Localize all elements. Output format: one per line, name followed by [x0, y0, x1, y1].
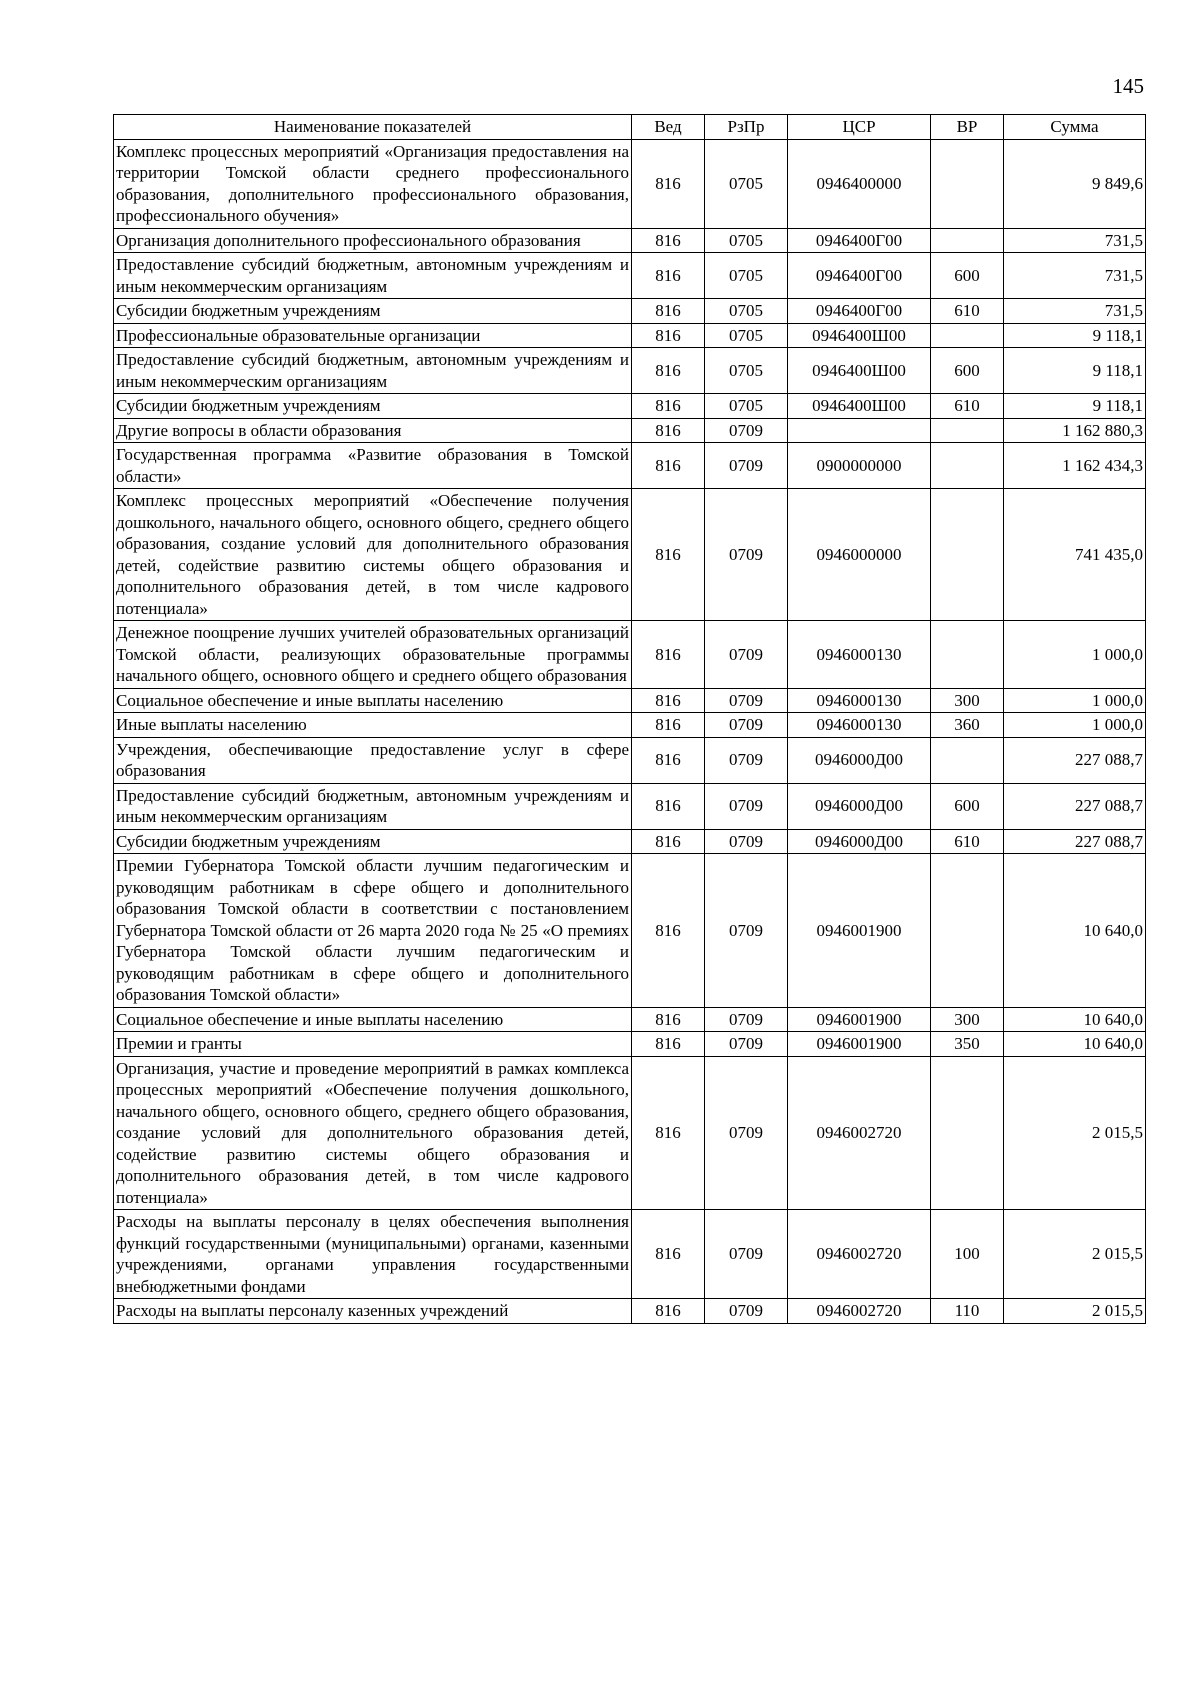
row-csr: 0946002720	[788, 1056, 931, 1210]
row-ved: 816	[632, 323, 705, 348]
row-rzpr: 0709	[705, 854, 788, 1008]
row-csr: 0946400Ш00	[788, 348, 931, 394]
row-vr	[931, 443, 1004, 489]
row-csr: 0946400Г00	[788, 253, 931, 299]
row-ved: 816	[632, 737, 705, 783]
row-vr: 610	[931, 829, 1004, 854]
row-csr: 0946000130	[788, 688, 931, 713]
row-rzpr: 0705	[705, 394, 788, 419]
row-rzpr: 0705	[705, 299, 788, 324]
row-sum: 741 435,0	[1004, 489, 1146, 621]
row-sum: 10 640,0	[1004, 854, 1146, 1008]
row-rzpr: 0709	[705, 737, 788, 783]
row-name: Предоставление субсидий бюджетным, автономным учреждениям и иным некоммерческим организациям	[114, 348, 632, 394]
header-vr: ВР	[931, 115, 1004, 140]
row-csr: 0900000000	[788, 443, 931, 489]
row-name: Предоставление субсидий бюджетным, автономным учреждениям и иным некоммерческим организациям	[114, 783, 632, 829]
table-row	[114, 394, 1146, 419]
row-rzpr: 0709	[705, 713, 788, 738]
row-vr	[931, 139, 1004, 228]
row-sum: 10 640,0	[1004, 1007, 1146, 1032]
row-csr	[788, 418, 931, 443]
row-name: Организация, участие и проведение мероприятий в рамках комплекса процессных мероприятий «Обеспечение получения дошкольного, начального общего, основного общего, среднего общего образования, создание условий для дополнительного образования детей, содействие развитию системы общего образования и дополнительного образования детей, в том числе кадрового потенциала»	[114, 1056, 632, 1210]
row-sum: 9 118,1	[1004, 348, 1146, 394]
row-rzpr: 0705	[705, 253, 788, 299]
row-vr	[931, 323, 1004, 348]
table-row	[114, 1032, 1146, 1057]
row-csr: 0946000000	[788, 489, 931, 621]
row-csr: 0946000130	[788, 713, 931, 738]
row-sum: 1 000,0	[1004, 688, 1146, 713]
row-name: Организация дополнительного профессионального образования	[114, 228, 632, 253]
page-number: 145	[1112, 74, 1144, 98]
row-csr: 0946400Г00	[788, 299, 931, 324]
row-ved: 816	[632, 1056, 705, 1210]
row-csr: 0946001900	[788, 1032, 931, 1057]
table-body	[114, 139, 1146, 1323]
row-ved: 816	[632, 299, 705, 324]
row-rzpr: 0705	[705, 139, 788, 228]
row-vr: 300	[931, 1007, 1004, 1032]
table-row	[114, 489, 1146, 621]
row-sum: 2 015,5	[1004, 1056, 1146, 1210]
row-ved: 816	[632, 621, 705, 689]
row-ved: 816	[632, 688, 705, 713]
row-vr: 600	[931, 783, 1004, 829]
row-sum: 731,5	[1004, 253, 1146, 299]
row-ved: 816	[632, 228, 705, 253]
table-row	[114, 1007, 1146, 1032]
row-ved: 816	[632, 418, 705, 443]
row-vr	[931, 228, 1004, 253]
row-name: Социальное обеспечение и иные выплаты населению	[114, 688, 632, 713]
row-csr: 0946000Д00	[788, 737, 931, 783]
row-ved: 816	[632, 713, 705, 738]
row-rzpr: 0709	[705, 1007, 788, 1032]
row-name: Субсидии бюджетным учреждениям	[114, 394, 632, 419]
table-row	[114, 688, 1146, 713]
row-sum: 1 000,0	[1004, 621, 1146, 689]
row-sum: 1 000,0	[1004, 713, 1146, 738]
row-rzpr: 0709	[705, 418, 788, 443]
row-name: Расходы на выплаты персоналу в целях обеспечения выполнения функций государственными (муниципальными) органами, казенными учреждениями, органами управления государственными внебюджетными фондами	[114, 1210, 632, 1299]
row-name: Премии Губернатора Томской области лучшим педагогическим и руководящим работникам в сфере общего и дополнительного образования Томской области в соответствии с постановлением Губернатора Томской области от 26 марта 2020 года № 25 «О премиях Губернатора Томской области лучшим педагогическим и руководящим работникам в сфере общего и дополнительного образования Томской области»	[114, 854, 632, 1008]
row-rzpr: 0709	[705, 829, 788, 854]
row-name: Субсидии бюджетным учреждениям	[114, 829, 632, 854]
row-csr: 0946000Д00	[788, 829, 931, 854]
row-rzpr: 0709	[705, 688, 788, 713]
row-ved: 816	[632, 854, 705, 1008]
row-vr: 300	[931, 688, 1004, 713]
row-ved: 816	[632, 394, 705, 419]
row-vr: 610	[931, 394, 1004, 419]
row-vr	[931, 621, 1004, 689]
row-sum: 227 088,7	[1004, 783, 1146, 829]
row-vr	[931, 854, 1004, 1008]
row-name: Учреждения, обеспечивающие предоставление услуг в сфере образования	[114, 737, 632, 783]
row-name: Иные выплаты населению	[114, 713, 632, 738]
row-rzpr: 0709	[705, 1210, 788, 1299]
row-vr	[931, 489, 1004, 621]
row-ved: 816	[632, 1007, 705, 1032]
table-row	[114, 299, 1146, 324]
row-rzpr: 0705	[705, 323, 788, 348]
row-csr: 0946001900	[788, 1007, 931, 1032]
table-row	[114, 713, 1146, 738]
table-row	[114, 228, 1146, 253]
row-name: Социальное обеспечение и иные выплаты населению	[114, 1007, 632, 1032]
table-row	[114, 854, 1146, 1008]
row-sum: 731,5	[1004, 228, 1146, 253]
row-csr: 0946400Ш00	[788, 394, 931, 419]
row-rzpr: 0709	[705, 443, 788, 489]
row-ved: 816	[632, 829, 705, 854]
row-sum: 227 088,7	[1004, 829, 1146, 854]
row-name: Профессиональные образовательные организации	[114, 323, 632, 348]
row-name: Государственная программа «Развитие образования в Томской области»	[114, 443, 632, 489]
row-sum: 1 162 434,3	[1004, 443, 1146, 489]
table-row	[114, 783, 1146, 829]
table-row	[114, 1299, 1146, 1324]
row-rzpr: 0705	[705, 348, 788, 394]
row-csr: 0946000Д00	[788, 783, 931, 829]
table-header-row	[114, 115, 1146, 140]
row-vr: 100	[931, 1210, 1004, 1299]
row-sum: 731,5	[1004, 299, 1146, 324]
row-name: Субсидии бюджетным учреждениям	[114, 299, 632, 324]
row-vr	[931, 737, 1004, 783]
row-sum: 227 088,7	[1004, 737, 1146, 783]
table-row	[114, 348, 1146, 394]
row-csr: 0946001900	[788, 854, 931, 1008]
row-csr: 0946400000	[788, 139, 931, 228]
row-sum: 9 118,1	[1004, 323, 1146, 348]
row-csr: 0946400Ш00	[788, 323, 931, 348]
table-row	[114, 621, 1146, 689]
row-ved: 816	[632, 489, 705, 621]
row-vr: 360	[931, 713, 1004, 738]
row-vr: 600	[931, 253, 1004, 299]
row-sum: 2 015,5	[1004, 1299, 1146, 1324]
row-rzpr: 0709	[705, 621, 788, 689]
row-vr: 600	[931, 348, 1004, 394]
row-ved: 816	[632, 139, 705, 228]
row-csr: 0946000130	[788, 621, 931, 689]
row-sum: 1 162 880,3	[1004, 418, 1146, 443]
row-rzpr: 0709	[705, 1299, 788, 1324]
row-name: Расходы на выплаты персоналу казенных учреждений	[114, 1299, 632, 1324]
table-row	[114, 737, 1146, 783]
row-ved: 816	[632, 1299, 705, 1324]
row-rzpr: 0709	[705, 783, 788, 829]
row-name: Денежное поощрение лучших учителей образовательных организаций Томской области, реализующих образовательные программы начального общего, основного общего и среднего общего образования	[114, 621, 632, 689]
row-sum: 9 118,1	[1004, 394, 1146, 419]
row-vr: 110	[931, 1299, 1004, 1324]
table-row	[114, 323, 1146, 348]
row-csr: 0946400Г00	[788, 228, 931, 253]
row-ved: 816	[632, 253, 705, 299]
row-sum: 9 849,6	[1004, 139, 1146, 228]
table-row	[114, 1210, 1146, 1299]
row-vr	[931, 1056, 1004, 1210]
row-ved: 816	[632, 1210, 705, 1299]
row-name: Другие вопросы в области образования	[114, 418, 632, 443]
table-row	[114, 443, 1146, 489]
row-rzpr: 0709	[705, 1056, 788, 1210]
row-vr: 350	[931, 1032, 1004, 1057]
table-row	[114, 418, 1146, 443]
row-rzpr: 0709	[705, 489, 788, 621]
row-sum: 10 640,0	[1004, 1032, 1146, 1057]
row-ved: 816	[632, 783, 705, 829]
header-rzpr: РзПр	[705, 115, 788, 140]
row-csr: 0946002720	[788, 1210, 931, 1299]
row-name: Предоставление субсидий бюджетным, автономным учреждениям и иным некоммерческим организациям	[114, 253, 632, 299]
row-ved: 816	[632, 443, 705, 489]
header-name: Наименование показателей	[114, 115, 632, 140]
row-sum: 2 015,5	[1004, 1210, 1146, 1299]
row-rzpr: 0705	[705, 228, 788, 253]
row-ved: 816	[632, 1032, 705, 1057]
header-csr: ЦСР	[788, 115, 931, 140]
budget-table	[113, 114, 1146, 1324]
row-name: Премии и гранты	[114, 1032, 632, 1057]
table-row	[114, 829, 1146, 854]
table-row	[114, 1056, 1146, 1210]
row-vr	[931, 418, 1004, 443]
row-csr: 0946002720	[788, 1299, 931, 1324]
row-vr: 610	[931, 299, 1004, 324]
row-name: Комплекс процессных мероприятий «Организация предоставления на территории Томской области среднего профессионального образования, дополнительного профессионального образования, профессионального обучения»	[114, 139, 632, 228]
row-ved: 816	[632, 348, 705, 394]
table-row	[114, 139, 1146, 228]
table-row	[114, 253, 1146, 299]
row-rzpr: 0709	[705, 1032, 788, 1057]
row-name: Комплекс процессных мероприятий «Обеспечение получения дошкольного, начального общего, основного общего, среднего общего образования, создание условий для дополнительного образования детей, содействие развитию системы общего образования и дополнительного образования детей, в том числе кадрового потенциала»	[114, 489, 632, 621]
header-ved: Вед	[632, 115, 705, 140]
header-sum: Сумма	[1004, 115, 1146, 140]
